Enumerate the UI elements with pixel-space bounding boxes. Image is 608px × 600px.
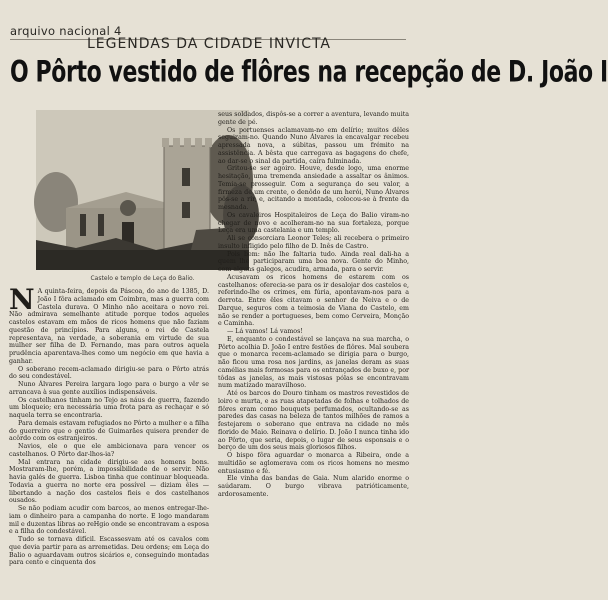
paragraph: Ele vinha das bandas de Gaia. Num alarido enorme o saúdaram. O burgo vibrava patrióticamente, ardorosamente. — [218, 475, 409, 498]
paragraph: Para demais estavam refugiados no Pôrto a mulher e a filha do guerreiro que o gentio de Guimarães quisera prender de acôrdo com os estranjeiros. — [9, 419, 209, 443]
paragraph: Os portuenses aclamavam-no em delírio; muitos dêles seguiram-no. Quando Nuno Álvares ia encavalgar recebeu apressada nova, a súbitas, passou um frémito na assistência. A bêsta que carregava as bagagens do chefe, ao dar-se o sinal da partida, caíra fulminada. — [218, 126, 409, 165]
right-column — [218, 111, 409, 499]
paragraph: E, enquanto o condestável se lançava na sua marcha, o Pôrto acolhia D. João I entre festões de flôres. Mal soubera que o monarca recem-aclamado se dirigia para o burgo, não ficou uma rosa nos jardins, as janelas deram as suas camélias mais formosas para os entrançados de buxo e, por tôdas as janelas, as mais vistosas pólas se encontravam num matizado maravilhoso. — [218, 335, 409, 390]
left-column — [9, 283, 209, 567]
drop-cap: N — [9, 283, 35, 316]
paragraph: Os cavaleiros Hospitaleiros de Leça do Balio viram-no chegar de novo e acolheram-no na sua fortaleza, porque Leça era uma castelania e um templo. — [218, 211, 409, 235]
paragraph: — Lá vamos! Lá vamos! — [227, 328, 303, 335]
paragraph: O bispo fôra aguardar o monarca a Ribeira, onde a multidão se aglomerava com os ricos homens no mesmo entusiasmo e fé. — [218, 452, 409, 475]
photo-caption: Castelo e templo de Leça do Balio. — [90, 275, 195, 282]
paragraph: Até os barcos do Douro tinham os mastros revestidos de loiro e murta, e as ruas atapetadas de folhas e tolhados de flôres eram como bouquets perfumados, ocultando-se as paredes das casas na beleza de tantos milhões de ramos a festejarem o soberano que entrava na cidade no mês florido de Maio. Reinava o delírio. D. João I nunca tinha ido ao Pôrto, que seria, depois, o lugar de seus esponsais e o berço de um dos seus mais gloriosos filhos. — [218, 390, 409, 452]
paragraph: Pois bem: não lhe faltaria tudo. Ainda real dali-ha a quem lhe participaram uma boa nova. Gente do Minho, com alguns galegos, acudira, armada, para o servir. — [218, 250, 409, 273]
page-header: arquivo nacional 4 — [10, 24, 406, 40]
article-headline: O Pôrto vestido de flôres na recepção de D. João I — [10, 56, 608, 90]
paragraph: Gritou-se ser agoiro. Houve, desde logo, uma enorme hesitação, uma tremenda ansiedade a assaltar os ânimos. Temia-se prosseguir. Com a segurança do seu valor, a firmeza de um crente, o denôdo de um herói, Nuno Álvares pôs-se a rir, e, acitando a montada, colocou-se à frente da mesnada. — [218, 165, 409, 211]
paragraph: Acusavam os ricos homens de estarem com os castelhanos: oferecia-se para os ir desalojar dos castelos e, referindo-lhe os crimes, em fúria, apontavam-nos para a derrota. Entre êles citavam o senhor de Neiva e o de Darque, seguros com a teimosia de Viana do Castelo, em não se render a portugueses, bem como Cerveira, Monção e Caminha. — [218, 273, 409, 328]
paragraph: Mal entrara na cidade dirigiu-se aos homens bons. Mostraram-lhe, porém, a impossibilidade de o servir. Não havia galés de guerra. Lisboa tinha que continuar bloqueada. Todavia a guerra no norte era possível — diziam êles — libertando a nação dos castelos fieis e dos castelhanos ousados. — [9, 458, 209, 505]
paragraph: N A quinta-feira, depois da Páscoa, do ano de 1385, D. João I fôra aclamado em Coimbra, mas a guerra com Castela durava. O Minho não aceitara o novo rei. Não admirava semelhante atitude porque todos aqueles castelos estavam em mãos de ricos homens que não faziam questão de princípios. Para alguns, o rei de Castela representava, na verdade, a soberania em virtude de sua mulher ser filha de D. Fernando, mas para outros aquela prudência aparentava-lhes como um negócio em que havia a ganhar. — [9, 283, 209, 365]
series-title: LEGENDAS DA CIDADE INVICTA — [86, 36, 332, 52]
paragraph: Navios, ele o que ele ambicionava para vencer os castelhanos. O Pôrto dar-lhos-ia? — [9, 443, 209, 458]
paragraph: Nuno Álvares Pereira largara logo para o burgo a vêr se arrancava à sua gente auxílios indispensáveis. — [9, 381, 209, 396]
paragraph: O soberano recem-aclamado dirigiu-se para o Pôrto atrás do seu condestável. — [9, 365, 209, 381]
paragraph: seus soldados, dispôs-se a correr a aventura, levando muita gente de pé. — [218, 111, 409, 126]
paragraph: Tudo se tornava difícil. Escassesvam até os cavalos com que devia partir para as arremetidas. Deu ordens; em Leça do Balio o aguardavam outros sicários e, conseguindo montadas para cento e cinquenta dos — [9, 536, 209, 567]
paragraph: Se não podiam acudir com barcos, ao menos entregar-lhe-iam o dinheiro para a campanha do norte. E logo mandaram mil e duzentas libras ao reHgio onde se encontravam a esposa e a filha do condestável. — [9, 505, 209, 536]
paragraph: Os castelhanos tinham no Tejo as náus de guerra, fazendo um bloqueio; era necessária uma frota para as rechaçar e só naquela terra se encontraria. — [9, 396, 209, 419]
paragraph: Ali se consorciara Leonor Teles; ali recebera o primeiro insulto infligido pelo filho de D. Inês de Castro. — [218, 235, 409, 250]
